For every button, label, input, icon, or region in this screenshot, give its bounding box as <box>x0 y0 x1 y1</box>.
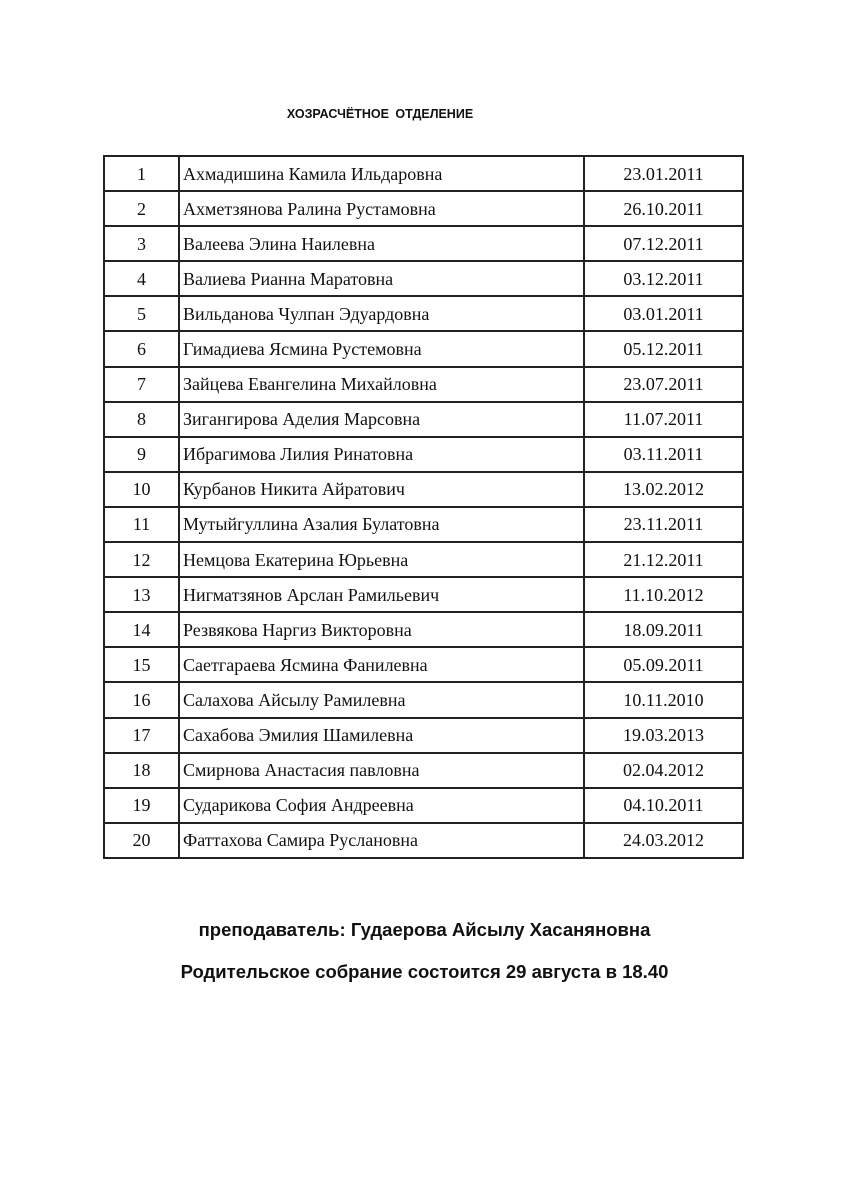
section-title: ХОЗРАСЧЁТНОЕ ОТДЕЛЕНИЕ <box>286 107 474 121</box>
row-number: 15 <box>104 647 179 682</box>
birth-date: 11.10.2012 <box>584 577 743 612</box>
table-row <box>104 753 743 788</box>
student-name: Ахметзянова Ралина Рустамовна <box>179 191 584 226</box>
row-number: 19 <box>104 788 179 823</box>
table-row <box>104 577 743 612</box>
birth-date: 03.01.2011 <box>584 296 743 331</box>
student-name: Сударикова София Андреевна <box>179 788 584 823</box>
student-name: Валиева Рианна Маратовна <box>179 261 584 296</box>
student-name: Фаттахова Самира Руслановна <box>179 823 584 858</box>
table-row <box>104 507 743 542</box>
student-name: Валеева Элина Наилевна <box>179 226 584 261</box>
student-name: Немцова Екатерина Юрьевна <box>179 542 584 577</box>
table-row <box>104 647 743 682</box>
table-row <box>104 261 743 296</box>
row-number: 4 <box>104 261 179 296</box>
row-number: 1 <box>104 156 179 191</box>
table-row <box>104 156 743 191</box>
birth-date: 23.11.2011 <box>584 507 743 542</box>
student-name: Ибрагимова Лилия Ринатовна <box>179 437 584 472</box>
student-name: Вильданова Чулпан Эдуардовна <box>179 296 584 331</box>
table-row <box>104 612 743 647</box>
row-number: 3 <box>104 226 179 261</box>
table-row <box>104 542 743 577</box>
teacher-line: преподаватель: Гудаерова Айсылу Хасаняновна <box>198 919 651 940</box>
row-number: 10 <box>104 472 179 507</box>
student-name: Резвякова Наргиз Викторовна <box>179 612 584 647</box>
row-number: 8 <box>104 402 179 437</box>
birth-date: 03.11.2011 <box>584 437 743 472</box>
student-name: Ахмадишина Камила Ильдаровна <box>179 156 584 191</box>
table-row <box>104 788 743 823</box>
student-name: Зайцева Евангелина Михайловна <box>179 367 584 402</box>
table-row <box>104 296 743 331</box>
student-name: Зигангирова Аделия Марсовна <box>179 402 584 437</box>
row-number: 2 <box>104 191 179 226</box>
birth-date: 04.10.2011 <box>584 788 743 823</box>
row-number: 6 <box>104 331 179 366</box>
table-row <box>104 682 743 717</box>
row-number: 12 <box>104 542 179 577</box>
table-row <box>104 437 743 472</box>
row-number: 7 <box>104 367 179 402</box>
table-row <box>104 402 743 437</box>
student-name: Гимадиева Ясмина Рустемовна <box>179 331 584 366</box>
table-row <box>104 367 743 402</box>
student-name: Нигматзянов Арслан Рамильевич <box>179 577 584 612</box>
table-row <box>104 331 743 366</box>
birth-date: 13.02.2012 <box>584 472 743 507</box>
birth-date: 11.07.2011 <box>584 402 743 437</box>
row-number: 13 <box>104 577 179 612</box>
row-number: 20 <box>104 823 179 858</box>
row-number: 16 <box>104 682 179 717</box>
table-row <box>104 718 743 753</box>
row-number: 5 <box>104 296 179 331</box>
students-table <box>103 155 744 859</box>
birth-date: 23.01.2011 <box>584 156 743 191</box>
student-name: Курбанов Никита Айратович <box>179 472 584 507</box>
student-name: Саетгараева Ясмина Фанилевна <box>179 647 584 682</box>
birth-date: 02.04.2012 <box>584 753 743 788</box>
table-row <box>104 823 743 858</box>
table-row <box>104 472 743 507</box>
row-number: 14 <box>104 612 179 647</box>
row-number: 11 <box>104 507 179 542</box>
student-name: Смирнова Анастасия павловна <box>179 753 584 788</box>
birth-date: 24.03.2012 <box>584 823 743 858</box>
student-name: Мутыйгуллина Азалия Булатовна <box>179 507 584 542</box>
table-row <box>104 191 743 226</box>
birth-date: 07.12.2011 <box>584 226 743 261</box>
table-row <box>104 226 743 261</box>
birth-date: 18.09.2011 <box>584 612 743 647</box>
birth-date: 03.12.2011 <box>584 261 743 296</box>
birth-date: 23.07.2011 <box>584 367 743 402</box>
birth-date: 19.03.2013 <box>584 718 743 753</box>
birth-date: 10.11.2010 <box>584 682 743 717</box>
row-number: 18 <box>104 753 179 788</box>
birth-date: 21.12.2011 <box>584 542 743 577</box>
meeting-announcement: Родительское собрание состоится 29 августа в 18.40 <box>180 961 669 982</box>
birth-date: 05.12.2011 <box>584 331 743 366</box>
row-number: 17 <box>104 718 179 753</box>
row-number: 9 <box>104 437 179 472</box>
student-name: Сахабова Эмилия Шамилевна <box>179 718 584 753</box>
student-name: Салахова Айсылу Рамилевна <box>179 682 584 717</box>
birth-date: 05.09.2011 <box>584 647 743 682</box>
birth-date: 26.10.2011 <box>584 191 743 226</box>
